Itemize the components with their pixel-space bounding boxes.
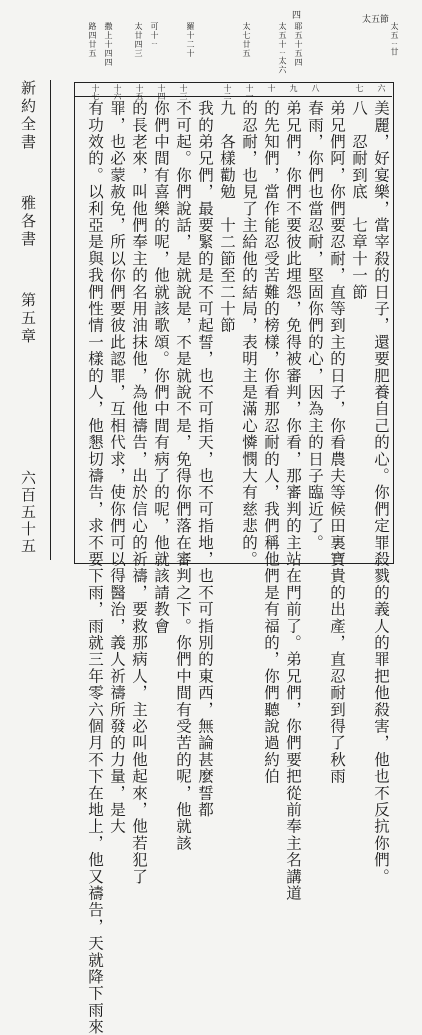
column-number: 十七 <box>91 84 100 100</box>
text-column: 有功效的。以利亞是與我們性情一樣的人，他懇切禱告，求不要下雨，雨就三年零六個月不下在地上，他又禱告，天就降下雨來 <box>86 100 104 1035</box>
column-number: 十一 <box>245 84 254 100</box>
column-number: 七 <box>355 84 364 92</box>
text-column: 罪，也必蒙赦免，所以你們要彼此認罪，互相代求，使你們可以得醫治，義人祈禱所發的力量，是大 <box>108 100 126 835</box>
margin-ref: 耶五十五四 <box>294 22 303 67</box>
text-column: 的先知們，當作能忍受苦難的榜樣，你看那忍耐的人，我們稱他們是有福的，你們聽說過約伯 <box>262 100 280 785</box>
book-title: 新約全書 <box>19 80 37 152</box>
text-column: 我的弟兄們，最要緊的是不可起誓，也不可指天，也不可指地，也不可指別的東西，無論甚麼誓都 <box>196 100 214 819</box>
epistle-title: 雅各書 <box>19 195 37 249</box>
header-number: 太五節 <box>362 15 390 25</box>
margin-ref: 羅十二十 <box>186 22 195 58</box>
text-column: 弟兄們阿，你們要忍耐，直等到主的日子，你看農夫等候田裏寶貴的出產，直忍耐到得了秋雨 <box>328 100 346 785</box>
page-number: 六百五十五 <box>19 470 37 555</box>
column-number: 八 <box>311 84 320 92</box>
margin-ref: 撒上十四四 <box>104 22 113 67</box>
column-number: 十六 <box>113 84 122 100</box>
text-column: 春雨，你們也當忍耐，堅固你們的心，因為主的日子臨近了。 <box>306 100 324 551</box>
column-number: 十三 <box>179 84 188 100</box>
running-head <box>18 80 39 346</box>
text-column: 的忍耐，也見了主給他的結局，表明主是滿心憐憫大有慈悲的。 <box>240 100 258 568</box>
section-heading: 九 各樣勸勉 十二節至二十節 <box>218 100 236 334</box>
column-number: 十二 <box>223 84 232 100</box>
text-column: 弟兄們，你們不要彼此埋怨，免得被審判，你看，那審判的主站在門前了。弟兄們，你們要把從前奉主名講道 <box>284 100 302 902</box>
text-column: 的長老來，叫他們奉主的名用油抹他，為他禱告，出於信心的祈禱，要救那病人，主必叫他起來，他若犯了 <box>130 100 148 885</box>
column-number: 十五 <box>135 84 144 100</box>
margin-ref: 太五十ㄧ太六 <box>278 22 287 75</box>
chapter-title: 第五章 <box>19 292 37 346</box>
header-number: 四 <box>292 11 302 21</box>
margin-ref: 太五ㄧ廿 <box>390 22 399 57</box>
column-number: 十 <box>267 84 276 92</box>
column-number: 九 <box>289 84 298 92</box>
margin-ref: 路四廿五 <box>88 22 97 58</box>
column-number: 十四 <box>157 84 166 100</box>
text-column: 你們中間有喜樂的呢，他就該歌頌。你們中間有病了的呢，他就該請教會 <box>152 100 170 635</box>
margin-ref: 太廿四三 <box>134 22 143 58</box>
text-column: 不可起。你們說話，是就說是，不是就說不是，免得你們落在審判之下。你們中間有受苦的呢，他就該 <box>174 100 192 852</box>
margin-ref: 可十ㄧ <box>150 22 159 48</box>
margin-rule <box>50 80 51 560</box>
margin-ref: 太七廿五 <box>242 22 251 58</box>
section-heading: 八 忍耐到底 七章十一節 <box>350 100 368 301</box>
text-column: 美麗，好宴樂，當宰殺的日子，還要肥養自己的心。你們定罪殺戮的義人的罪把他殺害，他也不反抗你們。 <box>372 100 390 885</box>
column-number: 六 <box>377 84 386 92</box>
